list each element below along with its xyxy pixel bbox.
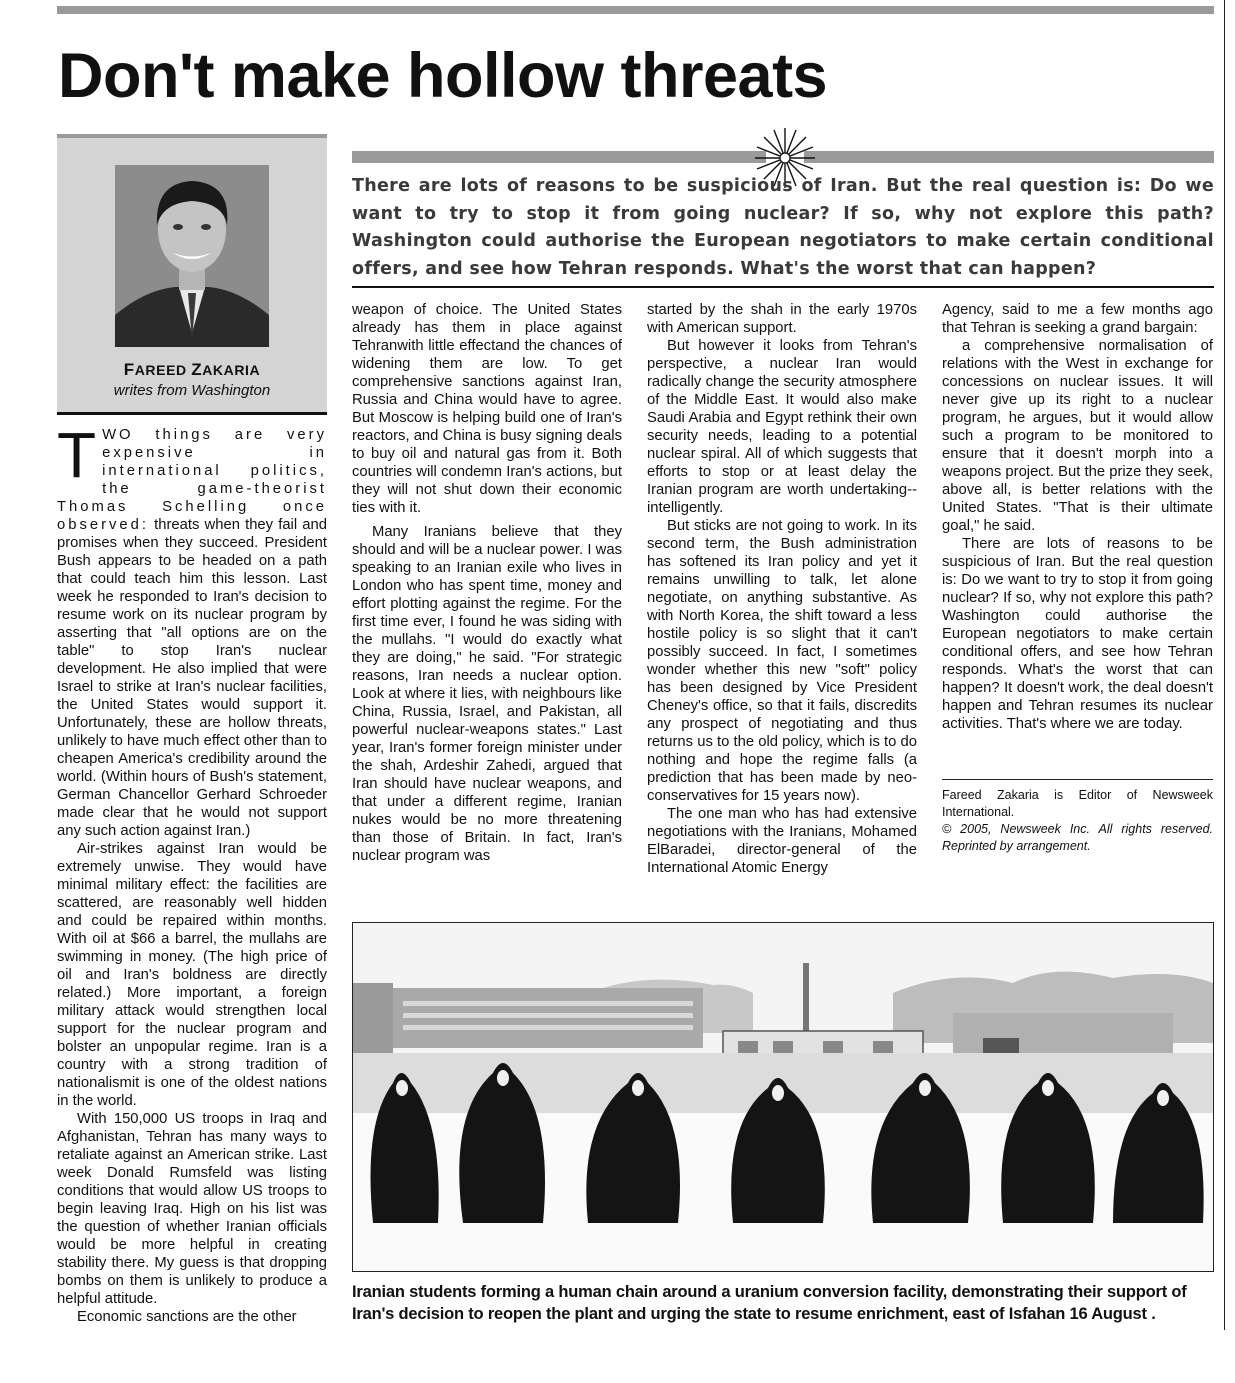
col2-paragraph-1: weapon of choice. The United States already has them in place against Tehranwith little effectand the chances of widening them are low. To get comprehensive sanctions against Iran, Russia and China would have to agree. But Moscow is helping build one of Iran's reactors, and China is busy signing deals to buy oil and natural gas from it. Both countries will condemn Iran's actions, but they will not shut down their economic ties with it.: [352, 302, 622, 516]
article-column-1: [57, 419, 327, 1326]
author-box-bottom-rule: [57, 412, 327, 415]
col4-paragraph-3: There are lots of reasons to be suspicious of Iran. But the real question is: Do we want to try to stop it from going nuclear? If so, why not explore this path? Washington could authorise the European negotiators to make certain conditional offers, and see how Tehran responds. What's the worst that can happen? It doesn't work, the deal doesn't happen and Tehran resumes its nuclear activities. That's where we are today.: [942, 536, 1213, 732]
author-name-last-initial: Z: [191, 360, 203, 379]
photo-caption: Iranian students forming a human chain around a uranium conversion facility, demonstrating their support of Iran's decision to reopen the plant and urging the state to resume enrichment, east of Isfahan 16 August .: [352, 1283, 1187, 1323]
copyright-notice: © 2005, Newsweek Inc. All rights reserved. Reprinted by arrangement.: [942, 822, 1213, 853]
col1-paragraph-4: Economic sanctions are the other: [77, 1309, 297, 1325]
drop-cap: T: [57, 419, 97, 491]
author-photo: [115, 165, 269, 347]
author-name-last-rest: AKARIA: [202, 362, 261, 378]
author-name: [57, 360, 327, 380]
col4-paragraph-2: a comprehensive normalisation of relations with the West in exchange for concessions on nuclear issues. It will never give up its right to a nuclear program, he argues, but it would allow such a program to be monitored to ensure that it doesn't morph into a weapons project. But the prize they seek, above all, is better relations with the United States. "That is their ultimate goal," he said.: [942, 338, 1213, 534]
col4-paragraph-1: Agency, said to me a few months ago that Tehran is seeking a grand bargain:: [942, 302, 1213, 336]
article-column-2: [352, 301, 622, 865]
top-rule: [57, 6, 1214, 14]
headline: Don't make hollow threats: [58, 41, 828, 111]
pull-quote-bottom-rule: [352, 286, 1214, 288]
col1-paragraph-1: [57, 419, 327, 840]
author-name-first-rest: AREED: [134, 362, 187, 378]
article-column-3: [647, 301, 917, 877]
author-box-top-rule: [57, 134, 327, 138]
col2-paragraph-2: Many Iranians believe that they should and will be a nuclear power. I was speaking to an Iranian exile who lives in London who has spent time, money and effort plotting against the regime. For the first time ever, I found he was siding with the mullahs. "I would do exactly what they are doing," he said. "For strategic reasons, Iran needs a nuclear option. Look at where it lies, with neighbours like China, Russia, Israel, and Pakistan, all powerful nuclear-weapons states." Last year, Iran's former foreign minister under the shah, Ardeshir Zahedi, argued that Iran should have nuclear weapons, and that under a different regime, Iranian nukes would be no more threatening than those of Britain. In fact, Iran's nuclear program was: [352, 524, 622, 864]
news-photo: [352, 922, 1214, 1272]
author-bio: Fareed Zakaria is Editor of Newsweek International.: [942, 788, 1213, 819]
col3-paragraph-4: The one man who has had extensive negotiations with the Iranians, Mohamed ElBaradei, director-general of the International Atomic Energy: [647, 806, 917, 876]
col1-paragraph-3: With 150,000 US troops in Iraq and Afghanistan, Tehran has many ways to retaliate against an American strike. Last week Donald Rumsfeld was listing conditions that would allow US troops to begin leaving Iraq. High on his list was the question of whether Iranian officials would be more helpful in creating stability there. My guess is that dropping bombs on them is unlikely to produce a helpful attitude.: [57, 1111, 327, 1307]
bio-rule: [942, 779, 1213, 780]
col1-lead-text: WO things are very expensive in international politics, the game-theorist Thomas Schelling once observed:: [57, 427, 327, 533]
col3-paragraph-3: But sticks are not going to work. In its second term, the Bush administration has softened its Iran policy and yet it remains unwilling to talk, let alone negotiate, on anything substantive. As with North Korea, the shift toward a less hostile policy is so slight that it can't possibly succeed. In fact, I sometimes wonder whether this new "soft" policy has been designed by Vice President Cheney's office, so that it fails, discredits any prospect of negotiating and thus returns us to the old policy, which is to do nothing and hope the regime falls (a prediction that has been made by neo-conservatives for 15 years now).: [647, 518, 917, 804]
col1-paragraph-1-rest: threats when they fail and promises when they succeed. President Bush appears to be headed on a path that could teach him this lesson. Last week he responded to Iran's decision to resume work on its nuclear program by asserting that "all options are on the table" to stop Iran's nuclear development. He also implied that were Israel to strike at Iran's nuclear facilities, the United States would support it. Unfortunately, these are hollow threats, unlikely to have much effect other than to cheapen America's credibility around the world. (Within hours of Bush's statement, German Chancellor Gerhard Schroeder made clear that he would not support any such action against Iran.): [57, 517, 327, 839]
col3-paragraph-1: started by the shah in the early 1970s with American support.: [647, 302, 917, 336]
article-column-4: [942, 301, 1213, 733]
col3-paragraph-2: But however it looks from Tehran's perspective, a nuclear Iran would radically change the security atmosphere of the Middle East. It would also make Saudi Arabia and Egypt rethink their own security needs, leading to a potential nuclear spiral. All of which suggests that efforts to stop or at least delay the Iranian program are worth undertaking--intelligently.: [647, 338, 917, 516]
page-right-rule: [1224, 0, 1225, 1330]
author-location: writes from Washington: [113, 382, 271, 399]
pull-quote: There are lots of reasons to be suspicious of Iran. But the real question is: Do we want to try to stop it from going nuclear? If so, why not explore this path? Washington could authorise the European negotiators to make certain conditional offers, and see how Tehran responds. What's the worst that can happen?: [352, 176, 1214, 279]
author-name-initial: F: [123, 360, 135, 379]
col1-paragraph-2: Air-strikes against Iran would be extremely unwise. They would have minimal military effect: the facilities are scattered, are reasonably well hidden and could be repaired within months. With oil at $66 a barrel, the mullahs are swimming in money. (The high price of oil and Iran's boldness are directly related.) More important, a foreign military attack would strengthen local support for the nuclear program and bolster an unpopular regime. Iran is a country with a strong tradition of nationalismit is one of the oldest nations in the world.: [57, 841, 327, 1109]
